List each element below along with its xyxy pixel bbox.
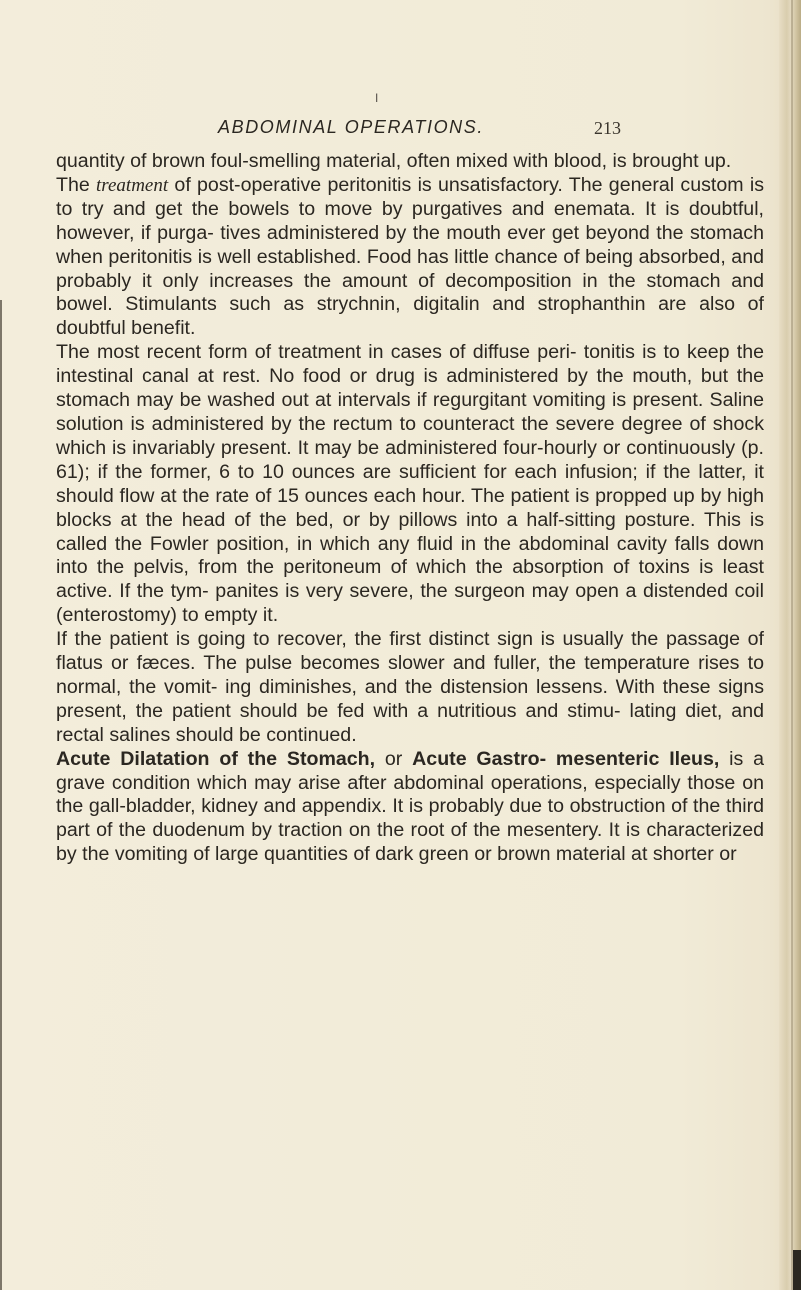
page-left-edge: [0, 300, 2, 1290]
paragraph-5: [56, 748, 764, 868]
paragraph-5-text: is a grave condition which may arise after abdominal operations, especially those on the gall-bladder, kidney and appendix. It is probably due to obstruction of the third part of the duodenum by traction on the root of the mesentery. It is characterized by the vomiting of large quantities of dark green or brown material at shorter or: [56, 747, 765, 866]
paragraph-2-lead: The: [56, 173, 97, 196]
running-title: ABDOMINAL OPERATIONS.: [218, 117, 484, 137]
paragraph-5-connector: or: [375, 747, 413, 770]
book-spine-edge: [779, 0, 801, 1290]
paragraph-5-heading: Acute Dilatation of the Stomach,: [56, 747, 376, 770]
spine-foot: [793, 1250, 801, 1290]
paragraph-1: [56, 150, 764, 174]
page-mark: I: [375, 91, 379, 105]
paragraph-2: [56, 174, 764, 341]
paragraph-1-text: quantity of brown foul-smelling material, often mixed with blood, is brought up.: [56, 150, 732, 172]
paragraph-4: [56, 628, 764, 748]
page-number: 213: [594, 118, 621, 138]
paragraph-3: [56, 341, 764, 628]
spine-line: [791, 0, 793, 1290]
paragraph-2-emphasis: treatment: [96, 174, 169, 196]
paragraph-3-text: The most recent form of treatment in cases of diffuse peri- tonitis is to keep the intestinal canal at rest. No food or drug is administered by the mouth, but the stomach may be washed out at intervals if regurgitant vomiting is present. Saline solution is administered by the rectum to counteract the severe degree of shock which is invariably present. It may be administered four-hourly or continuously (p. 61); if the former, 6 to 10 ounces are sufficient for each infusion; if the latter, it should flow at the rate of 15 ounces each hour. The patient is propped up by high blocks at the head of the bed, or by pillows into a half-sitting posture. This is called the Fowler position, in which any fluid in the abdominal cavity falls down into the pelvis, from the peritoneum of which the absorption of toxins is least active. If the tym- panites is very severe, the surgeon may open a distended coil (enterostomy) to empty it.: [56, 341, 764, 627]
paragraph-5-heading-alt: Acute Gastro- mesenteric Ileus,: [412, 747, 720, 770]
page-header: [218, 117, 778, 143]
paragraph-4-text: If the patient is going to recover, the first distinct sign is usually the passage of flatus or fæces. The pulse becomes slower and fuller, the temperature rises to normal, the vomit- ing diminishes, and the distension lessens. With these signs present, the patient should be fed with a nutritious and stimu- lating diet, and rectal salines should be continued.: [56, 628, 764, 746]
paragraph-2-text: of post-operative peritonitis is unsatisfactory. The general custom is to try and get the bowels to move by purgatives and enemata. It is doubtful, however, if purga- tives administered by the mouth ever get beyond the stomach when peritonitis is well established. Food has little chance of being absorbed, and probably it only increases the amount of decomposition in the stomach and bowel. Stimulants such as strychnin, digitalin and strophanthin are also of doubtful benefit.: [56, 173, 764, 340]
body-text: [56, 150, 764, 867]
